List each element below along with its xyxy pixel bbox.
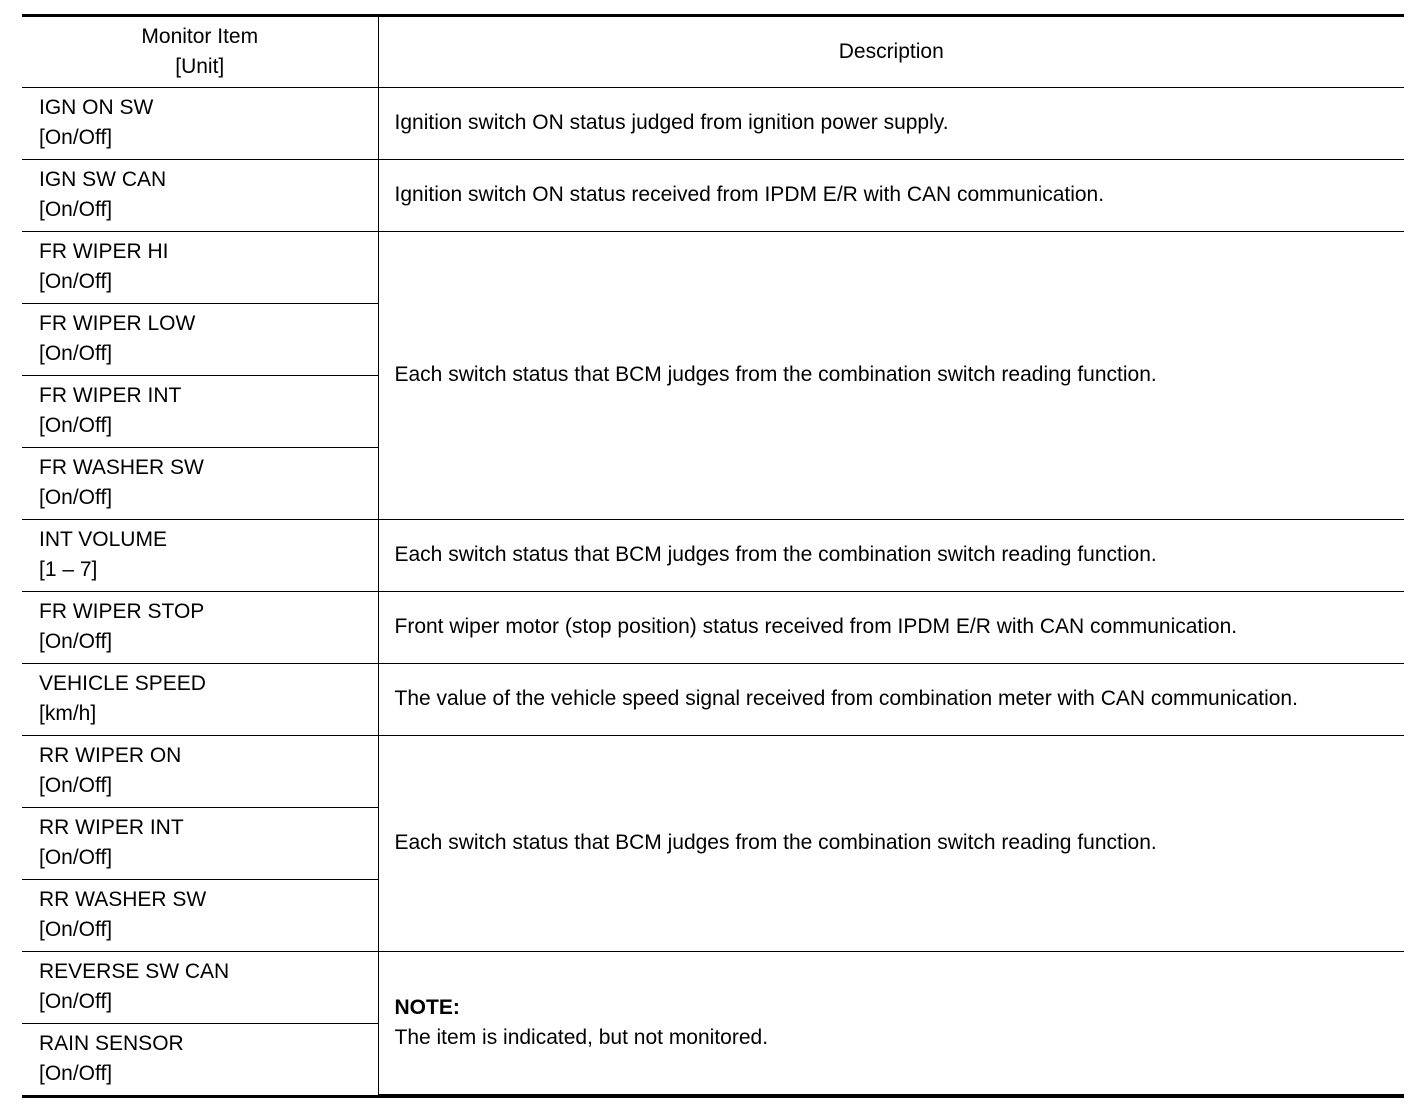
monitor-item-cell <box>22 951 378 1023</box>
monitor-item-name: FR WIPER INT <box>39 384 182 408</box>
description-cell: Each switch status that BCM judges from the combination switch reading function. <box>378 735 1404 951</box>
table-row <box>22 231 1404 303</box>
monitor-item-cell <box>22 879 378 951</box>
monitor-item-unit: [On/Off] <box>39 342 113 366</box>
monitor-item-name: FR WIPER STOP <box>39 600 205 624</box>
monitor-item-name: IGN SW CAN <box>39 168 167 192</box>
description-cell: Front wiper motor (stop position) status received from IPDM E/R with CAN communication. <box>378 591 1404 663</box>
monitor-item-name: INT VOLUME <box>39 528 167 552</box>
description-cell: Each switch status that BCM judges from the combination switch reading function. <box>378 231 1404 519</box>
monitor-item-cell <box>22 519 378 591</box>
monitor-item-name: RR WIPER INT <box>39 816 184 840</box>
note-cell <box>378 951 1404 1094</box>
header-row <box>22 17 1404 88</box>
monitor-item-table <box>22 17 1404 1095</box>
monitor-item-unit: [On/Off] <box>39 414 113 438</box>
monitor-item-cell <box>22 447 378 519</box>
table-row <box>22 663 1404 735</box>
monitor-item-table-container <box>22 14 1404 1098</box>
description-cell: Ignition switch ON status judged from ignition power supply. <box>378 88 1404 160</box>
monitor-item-cell <box>22 303 378 375</box>
table-row <box>22 735 1404 807</box>
monitor-item-name: FR WASHER SW <box>39 456 204 480</box>
monitor-item-cell <box>22 807 378 879</box>
header-description: Description <box>378 17 1404 88</box>
monitor-item-cell <box>22 1023 378 1094</box>
monitor-item-cell <box>22 375 378 447</box>
table-row <box>22 591 1404 663</box>
monitor-item-unit: [On/Off] <box>39 918 113 942</box>
note-label: NOTE: <box>394 995 460 1019</box>
monitor-item-name: FR WIPER HI <box>39 240 169 264</box>
monitor-item-unit: [On/Off] <box>39 846 113 870</box>
description-cell: Ignition switch ON status received from IPDM E/R with CAN communication. <box>378 159 1404 231</box>
monitor-item-unit: [km/h] <box>39 702 97 726</box>
monitor-item-unit: [On/Off] <box>39 126 113 150</box>
table-row <box>22 519 1404 591</box>
monitor-item-unit: [On/Off] <box>39 486 113 510</box>
monitor-item-unit: [On/Off] <box>39 630 113 654</box>
monitor-item-unit: [On/Off] <box>39 990 113 1014</box>
note-text: The item is indicated, but not monitored. <box>394 1025 769 1049</box>
header-item-label: Monitor Item <box>141 25 259 48</box>
monitor-item-cell <box>22 735 378 807</box>
monitor-item-unit: [On/Off] <box>39 1062 113 1086</box>
monitor-item-cell <box>22 231 378 303</box>
monitor-item-unit: [1 – 7] <box>39 558 98 582</box>
monitor-item-name: RR WASHER SW <box>39 888 207 912</box>
monitor-item-cell <box>22 159 378 231</box>
header-monitor-item <box>22 17 378 88</box>
table-row <box>22 159 1404 231</box>
monitor-item-cell <box>22 88 378 160</box>
monitor-item-cell <box>22 663 378 735</box>
monitor-item-unit: [On/Off] <box>39 774 113 798</box>
monitor-item-cell <box>22 591 378 663</box>
table-row <box>22 951 1404 1023</box>
monitor-item-unit: [On/Off] <box>39 198 113 222</box>
description-cell: The value of the vehicle speed signal received from combination meter with CAN communication. <box>378 663 1404 735</box>
monitor-item-name: FR WIPER LOW <box>39 312 196 336</box>
monitor-item-name: RAIN SENSOR <box>39 1032 184 1056</box>
description-cell: Each switch status that BCM judges from the combination switch reading function. <box>378 519 1404 591</box>
monitor-item-name: REVERSE SW CAN <box>39 960 230 984</box>
monitor-item-unit: [On/Off] <box>39 270 113 294</box>
header-unit-label: [Unit] <box>175 55 225 78</box>
monitor-item-name: RR WIPER ON <box>39 744 182 768</box>
table-row <box>22 88 1404 160</box>
monitor-item-name: VEHICLE SPEED <box>39 672 206 696</box>
monitor-item-name: IGN ON SW <box>39 96 154 120</box>
